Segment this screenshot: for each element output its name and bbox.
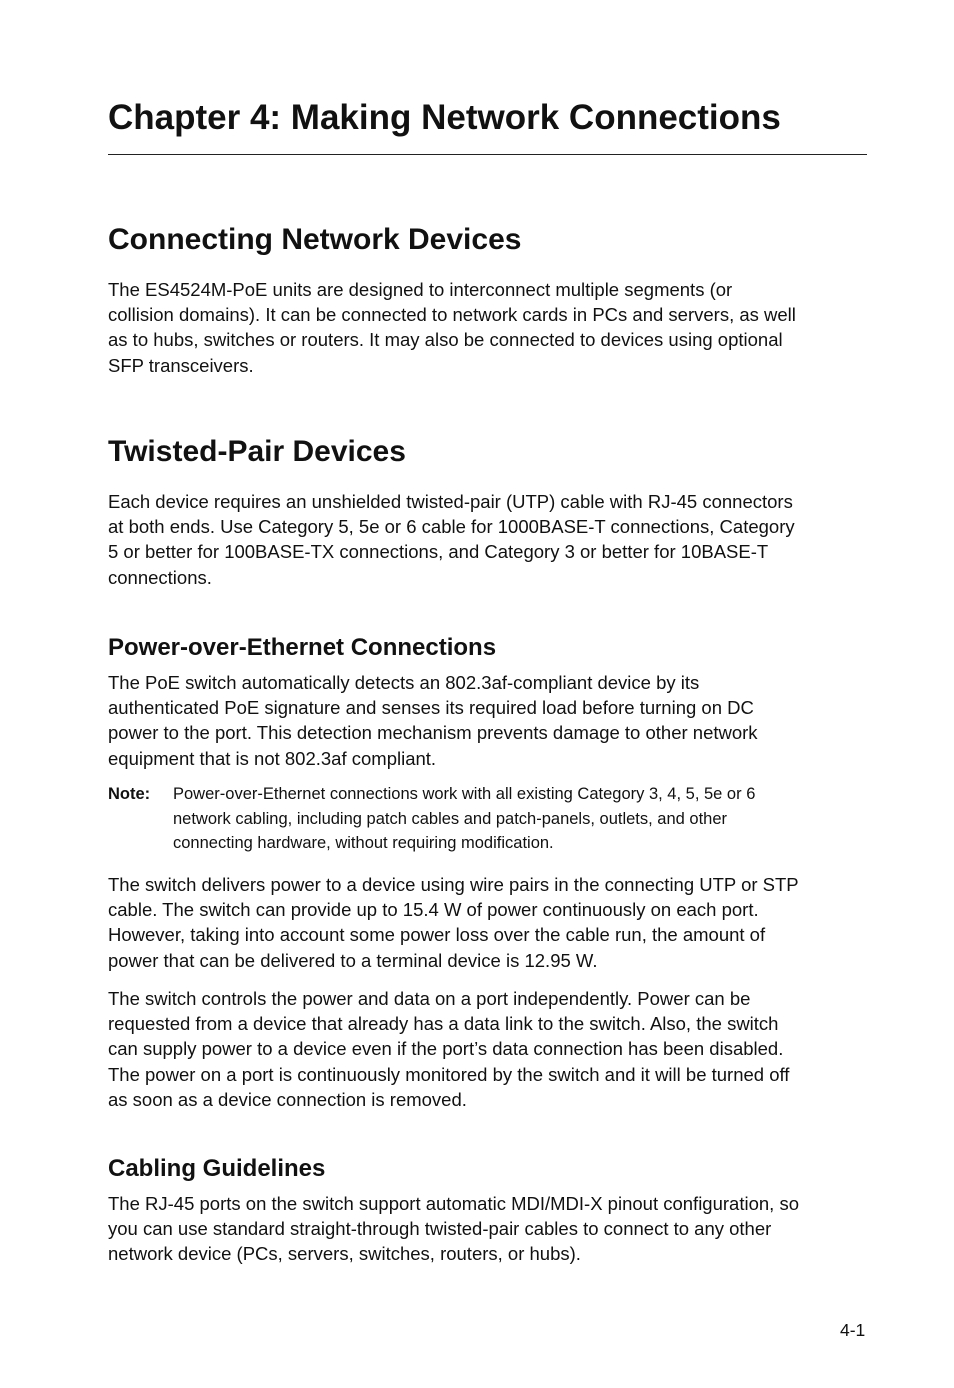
text-line: network cabling, including patch cables and patch-panels, outlets, and other [173,809,728,828]
text-line: The switch delivers power to a device using wire pairs in the connecting UTP or STP [108,874,799,895]
note-text [173,782,863,856]
text-line: Each device requires an unshielded twisted-pair (UTP) cable with RJ-45 connectors [108,491,793,512]
chapter-divider [108,154,867,155]
text-line: collision domains). It can be connected to network cards in PCs and servers, as well [108,304,796,326]
paragraph-twisted-pair-devices [108,489,868,590]
text-line: requested from a device that already has a data link to the switch. Also, the switch [108,1013,779,1035]
text-line: The switch controls the power and data on a port independently. Power can be [108,988,751,1009]
text-line: Power-over-Ethernet connections work with all existing Category 3, 4, 5, 5e or 6 [173,785,756,803]
paragraph-connecting-network-devices [108,277,868,378]
paragraph-poe-power-delivery [108,872,868,973]
text-line: The RJ-45 ports on the switch support automatic MDI/MDI-X pinout configuration, so [108,1193,799,1214]
text-line: connections. [108,566,212,588]
heading-power-over-ethernet: Power-over-Ethernet Connections [108,634,497,661]
note-label: Note: [108,785,151,803]
text-line: can supply power to a device even if the port’s data connection has been disabled. [108,1038,784,1060]
paragraph-poe-detection [108,670,868,771]
text-line: However, taking into account some power loss over the cable run, the amount of [108,924,766,946]
heading-connecting-network-devices: Connecting Network Devices [108,223,522,256]
page-number: 4-1 [840,1320,866,1340]
paragraph-cabling-guidelines [108,1191,868,1267]
chapter-title: Chapter 4: Making Network Connections [108,98,781,137]
text-line: equipment that is not 802.3af compliant. [108,747,437,769]
heading-cabling-guidelines: Cabling Guidelines [108,1155,326,1182]
heading-twisted-pair-devices: Twisted-Pair Devices [108,435,406,468]
text-line: power to the port. This detection mechanism prevents damage to other network [108,722,758,744]
text-line: 5 or better for 100BASE-TX connections, and Category 3 or better for 10BASE-T [108,541,769,563]
text-line: The PoE switch automatically detects an 802.3af-compliant device by its [108,672,700,693]
text-line: power that can be delivered to a terminal device is 12.95 W. [108,949,598,971]
text-line: as to hubs, switches or routers. It may also be connected to devices using optional [108,329,783,351]
text-line: you can use standard straight-through twisted-pair cables to connect to any other [108,1218,772,1240]
text-line: SFP transceivers. [108,354,254,376]
paragraph-poe-power-control [108,986,868,1112]
text-line: The ES4524M-PoE units are designed to interconnect multiple segments (or [108,279,733,300]
text-line: The power on a port is continuously monitored by the switch and it will be turned off [108,1063,790,1085]
text-line: network device (PCs, servers, switches, routers, or hubs). [108,1243,581,1265]
text-line: cable. The switch can provide up to 15.4 W of power continuously on each port. [108,899,759,921]
text-line: authenticated PoE signature and senses its required load before turning on DC [108,697,754,719]
text-line: as soon as a device connection is removed. [108,1088,467,1110]
text-line: at both ends. Use Category 5, 5e or 6 cable for 1000BASE-T connections, Category [108,516,795,538]
text-line: connecting hardware, without requiring modification. [173,834,554,852]
